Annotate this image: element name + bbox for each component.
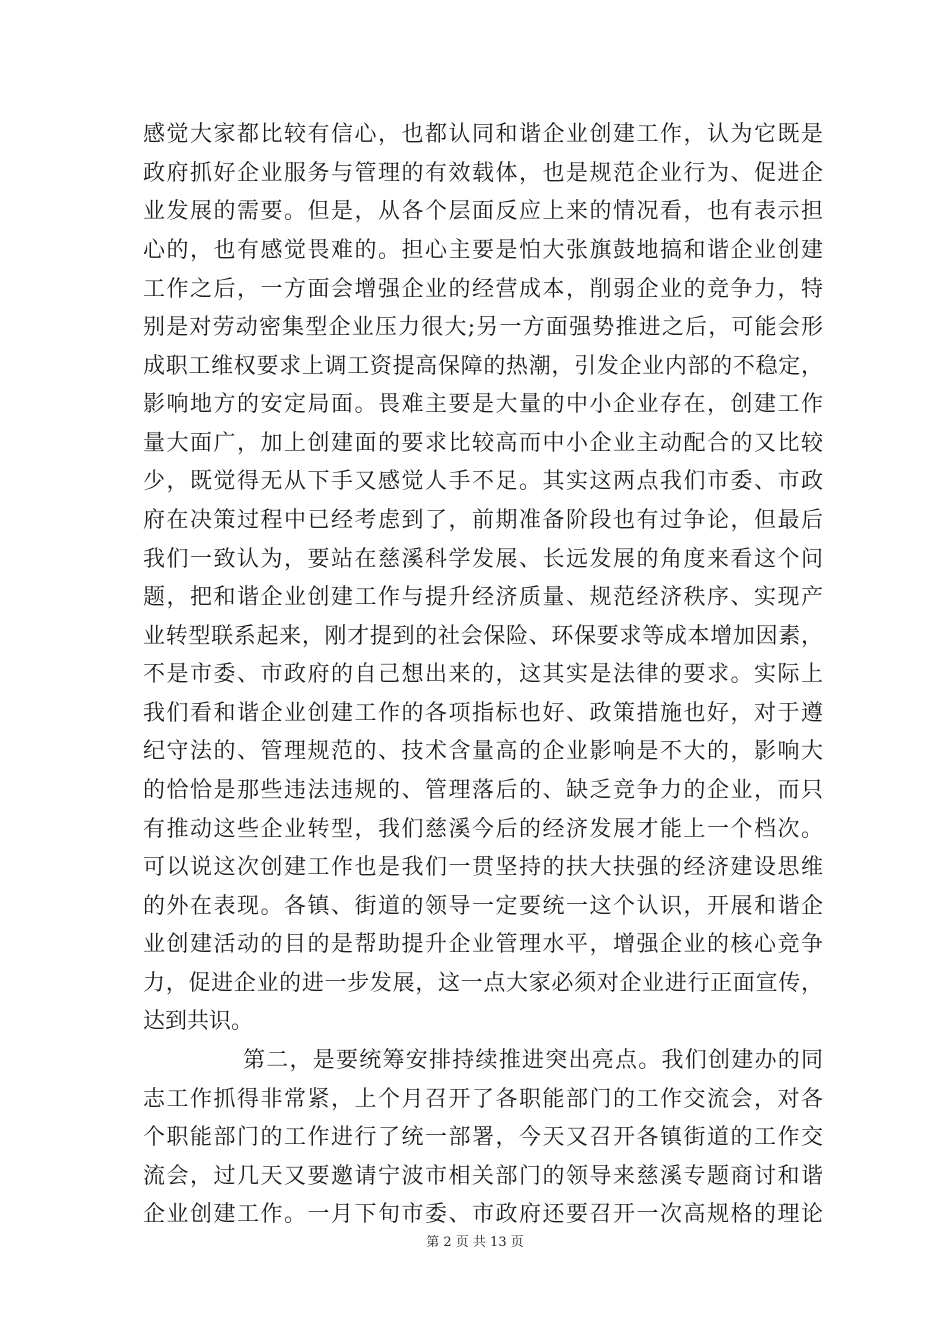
text-line: 成职工维权要求上调工资提高保障的热潮，引发企业内部的不稳定， [143, 354, 823, 379]
text-line: 感觉大家都比较有信心，也都认同和谐企业创建工作，认为它既是 [143, 122, 823, 147]
text-line: 的外在表现。各镇、街道的领导一定要统一这个认识，开展和谐企 [143, 894, 823, 919]
text-line: 别是对劳动密集型企业压力很大;另一方面强势推进之后，可能会形 [143, 315, 823, 340]
text-line: 力，促进企业的进一步发展，这一点大家必须对企业进行正面宣传， [143, 971, 823, 996]
text-line: 业发展的需要。但是，从各个层面反应上来的情况看，也有表示担 [143, 199, 823, 224]
text-line: 业转型联系起来，刚才提到的社会保险、环保要求等成本增加因素， [143, 624, 823, 649]
text-line: 不是市委、市政府的自己想出来的，这其实是法律的要求。实际上 [143, 662, 823, 687]
text-line: 个职能部门的工作进行了统一部署，今天又召开各镇街道的工作交 [143, 1125, 823, 1150]
text-line: 我们一致认为，要站在慈溪科学发展、长远发展的角度来看这个问 [143, 547, 823, 572]
text-line: 有推动这些企业转型，我们慈溪今后的经济发展才能上一个档次。 [143, 817, 823, 842]
text-line: 题，把和谐企业创建工作与提升经济质量、规范经济秩序、实现产 [143, 585, 823, 610]
text-line: 政府抓好企业服务与管理的有效载体，也是规范企业行为、促进企 [143, 161, 823, 186]
text-line: 工作之后，一方面会增强企业的经营成本，削弱企业的竞争力，特 [143, 277, 823, 302]
page-number-footer: 第 2 页 共 13 页 [426, 1235, 524, 1250]
text-line: 的恰恰是那些违法违规的、管理落后的、缺乏竞争力的企业，而只 [143, 778, 823, 803]
text-line: 志工作抓得非常紧，上个月召开了各职能部门的工作交流会，对各 [143, 1087, 823, 1112]
text-line: 企业创建工作。一月下旬市委、市政府还要召开一次高规格的理论 [143, 1202, 823, 1227]
text-line: 影响地方的安定局面。畏难主要是大量的中小企业存在，创建工作 [143, 392, 823, 417]
text-line: 流会，过几天又要邀请宁波市相关部门的领导来慈溪专题商讨和谐 [143, 1164, 823, 1189]
text-line: 业创建活动的目的是帮助提升企业管理水平，增强企业的核心竞争 [143, 932, 823, 957]
text-line: 少，既觉得无从下手又感觉人手不足。其实这两点我们市委、市政 [143, 469, 823, 494]
text-line: 纪守法的、管理规范的、技术含量高的企业影响是不大的，影响大 [143, 739, 823, 764]
text-line: 第二，是要统筹安排持续推进突出亮点。我们创建办的同 [243, 1048, 823, 1073]
text-line: 心的，也有感觉畏难的。担心主要是怕大张旗鼓地搞和谐企业创建 [143, 238, 823, 263]
text-line: 府在决策过程中已经考虑到了，前期准备阶段也有过争论，但最后 [143, 508, 823, 533]
text-line: 我们看和谐企业创建工作的各项指标也好、政策措施也好，对于遵 [143, 701, 823, 726]
text-line: 达到共识。 [143, 1009, 254, 1034]
text-line: 可以说这次创建工作也是我们一贯坚持的扶大扶强的经济建设思维 [143, 855, 823, 880]
text-line: 量大面广，加上创建面的要求比较高而中小企业主动配合的又比较 [143, 431, 823, 456]
